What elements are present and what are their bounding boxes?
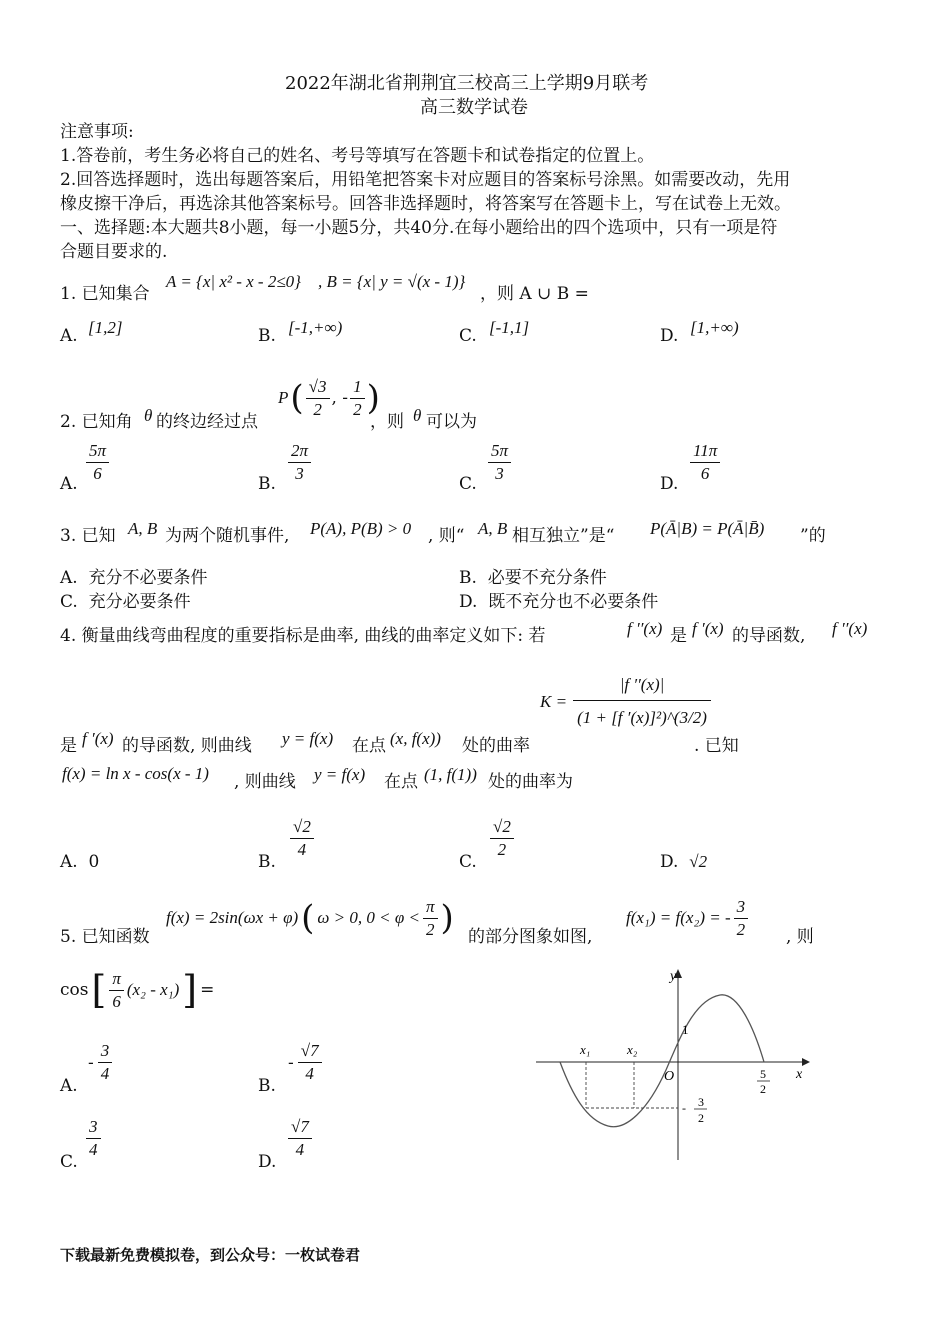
q4-line-3-suffix: 处的曲率为 — [488, 772, 573, 792]
q4-line-2-mid-3: 处的曲率 — [462, 736, 530, 756]
q5-option-b-label: B. — [258, 1076, 276, 1096]
q5-ask: cos [ $\frac{\pi}{6}$ (x₂ - x₁) ] = — [60, 968, 215, 1012]
paper-subtitle: 高三数学试卷 — [420, 97, 528, 118]
q3-mid-1: 为两个随机事件, — [165, 526, 290, 546]
q3-option-d: D. 既不充分也不必要条件 — [459, 592, 659, 612]
q4-option-b-label: B. — [258, 852, 276, 872]
notes-heading: 注意事项: — [60, 122, 134, 142]
graph-ymark-den: 2 — [698, 1111, 704, 1125]
q1-option-d: [1,+∞) — [690, 318, 739, 337]
q5-option-c: $\frac{3}{4}$ — [86, 1116, 101, 1161]
q3-mid-3: 相互独立”是“ — [512, 526, 615, 546]
q1-option-c: [-1,1] — [489, 318, 530, 337]
q2-point-y: $\frac{1}{2}$ — [350, 376, 365, 421]
q4-k-denominator: (1 + [f ′(x)]²)^(3/2) — [577, 707, 707, 727]
q2-theta: θ — [144, 406, 153, 425]
q1-option-a-label: A. — [60, 326, 78, 346]
q2-prefix: 2. 已知角 — [60, 412, 133, 432]
section-heading-line-1: 一、选择题:本大题共8小题，每一小题5分，共40分.在每小题给出的四个选项中，只有一项是符 — [60, 218, 778, 238]
q4-curvature-formula — [540, 662, 711, 742]
q4-line-1-prefix: 4. 衡量曲线弯曲程度的重要指标是曲率, 曲线的曲率定义如下: 若 — [60, 626, 546, 646]
graph-y-label: y — [670, 969, 677, 984]
q2-option-c-label: C. — [459, 474, 477, 494]
notes-item-1: 1.答卷前，考生务必将自己的姓名、考号等填写在答题卡和试卷指定的位置上。 — [60, 146, 655, 166]
q3-expression: P(Ā|B) = P(Ā|B̄) — [650, 519, 765, 538]
q1-option-a: [1,2] — [88, 318, 123, 337]
q1-suffix: ，则 A ∪ B = — [480, 284, 589, 304]
q1-set-b: , B = {x| y = √(x - 1)} — [318, 272, 466, 291]
paper-title: 2022年湖北省荆荆宜三校高三上学期9月联考 — [285, 73, 649, 94]
q5-function-graph — [530, 960, 830, 1165]
q5-equation: f(x₁) = f(x₂) = - $\frac{3}{2}$ — [626, 890, 748, 946]
q5-option-d: $\frac{√7}{4}$ — [288, 1116, 312, 1161]
q2-theta-2: θ — [413, 406, 422, 425]
q2-option-b-label: B. — [258, 474, 276, 494]
q4-function: f(x) = ln x - cos(x - 1) — [62, 764, 209, 783]
q2-mid: 的终边经过点 — [156, 412, 258, 432]
q3-mid-2: , 则“ — [428, 526, 465, 546]
q4-option-c: $\frac{√2}{2}$ — [490, 816, 514, 861]
q4-fp: f ′(x) — [692, 619, 724, 638]
q4-k-label: K = — [540, 692, 568, 711]
q5-option-c-label: C. — [60, 1152, 78, 1172]
q3-events-2: A, B — [478, 519, 508, 538]
q2-suffix: ，则 — [370, 412, 404, 432]
q3-events: A, B — [128, 519, 158, 538]
footer-promo: 下载最新免费模拟卷，到公众号：一枚试卷君 — [60, 1246, 361, 1264]
q1-option-b: [-1,+∞) — [288, 318, 343, 337]
q4-option-d: D. √2 — [660, 852, 708, 872]
q3-prefix: 3. 已知 — [60, 526, 116, 546]
q4-fpp: f ′′(x) — [627, 619, 663, 638]
graph-sine-curve — [560, 995, 764, 1127]
q2-option-a-label: A. — [60, 474, 78, 494]
q4-line-2-mid-2: 在点 — [352, 736, 386, 756]
graph-x-arrow-icon — [802, 1058, 810, 1066]
graph-ymark-num: 3 — [698, 1095, 704, 1109]
q4-option-c-label: C. — [459, 852, 477, 872]
q4-fp-2: f ′(x) — [82, 729, 114, 748]
graph-origin: O — [664, 1069, 675, 1084]
q4-option-a: A. 0 — [60, 852, 100, 872]
notes-item-2-line-2: 橡皮擦干净后，再选涂其他答案标号。回答非选择题时，将答案写在答题卡上，写在试卷上无效。 — [60, 194, 791, 214]
q1-prefix: 1. 已知集合 — [60, 284, 150, 304]
q4-line-2-prefix: 是 — [60, 736, 77, 756]
q1-option-c-label: C. — [459, 326, 477, 346]
q4-k-numerator: |f ′′(x)| — [573, 670, 711, 701]
q3-option-b: B. 必要不充分条件 — [459, 568, 607, 588]
q1-set-a: A = {x| x² - x - 2≤0} — [166, 272, 301, 291]
graph-xmark-num: 5 — [760, 1067, 766, 1081]
section-heading-line-2: 合题目要求的. — [60, 242, 168, 262]
q2-option-b: $\frac{2\pi}{3}$ — [288, 440, 311, 485]
q5-option-a: - $\frac{3}{4}$ — [88, 1040, 112, 1085]
notes-item-2-line-1: 2.回答选择题时，选出每题答案后，用铅笔把答案卡对应题目的答案标号涂黑。如需要改动，先用 — [60, 170, 791, 190]
graph-x1-label: x₁ — [580, 1042, 591, 1057]
q3-condition: P(A), P(B) > 0 — [310, 519, 412, 538]
q4-point: (x, f(x)) — [390, 729, 441, 748]
q2-point: P ( $\frac{√3}{2}$ , - $\frac{1}{2}$ ) — [278, 376, 380, 419]
q4-line-3-mid-1: , 则曲线 — [234, 772, 296, 792]
q4-line-2-suffix: . 已知 — [694, 736, 739, 756]
q5-option-d-label: D. — [258, 1152, 277, 1172]
q2-point-label: P — [278, 388, 289, 407]
q4-line-2-mid-1: 的导函数, 则曲线 — [122, 736, 252, 756]
q5-prefix: 5. 已知函数 — [60, 927, 150, 947]
q4-point-2: (1, f(1)) — [424, 765, 477, 784]
q2-option-c: $\frac{5\pi}{3}$ — [488, 440, 511, 485]
q2-option-a: $\frac{5\pi}{6}$ — [86, 440, 109, 485]
q4-curve-2: y = f(x) — [314, 765, 366, 784]
q5-option-a-label: A. — [60, 1076, 78, 1096]
q5-option-b: - $\frac{√7}{4}$ — [288, 1040, 322, 1085]
q2-option-d-label: D. — [660, 474, 679, 494]
q4-option-b: $\frac{√2}{4}$ — [290, 816, 314, 861]
q4-line-1-suffix: 的导函数, — [732, 626, 806, 646]
q4-line-1-mid: 是 — [670, 626, 687, 646]
graph-xmark-den: 2 — [760, 1082, 766, 1096]
q5-function: f(x) = 2sin(ωx + φ) ( ω > 0, 0 < φ < $\frac{\pi}{2}$ ) — [166, 896, 454, 939]
q5-mid: 的部分图象如图, — [468, 927, 593, 947]
graph-one-label: 1 — [682, 1022, 689, 1037]
q2-option-d: $\frac{11\pi}{6}$ — [690, 440, 720, 485]
q3-option-c: C. 充分必要条件 — [60, 592, 191, 612]
q4-curve: y = f(x) — [282, 729, 334, 748]
q4-line-3-mid-2: 在点 — [384, 772, 418, 792]
q5-suffix: , 则 — [786, 927, 814, 947]
q1-option-b-label: B. — [258, 326, 276, 346]
graph-x2-label: x₂ — [627, 1042, 638, 1057]
q3-suffix: ”的 — [800, 526, 826, 546]
graph-ymark-sign: - — [682, 1101, 686, 1115]
q4-fpp-2: f ′′(x) — [832, 619, 868, 638]
q2-suffix-2: 可以为 — [426, 412, 477, 432]
q1-option-d-label: D. — [660, 326, 679, 346]
q3-option-a: A. 充分不必要条件 — [60, 568, 208, 588]
q2-point-x: $\frac{√3}{2}$ — [306, 376, 330, 421]
graph-x-label: x — [796, 1067, 803, 1082]
